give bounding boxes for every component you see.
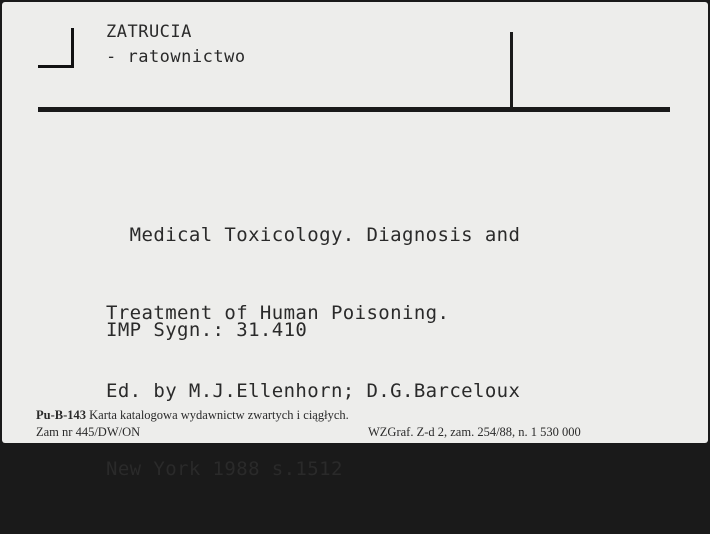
entry-line: Ed. by M.J.Ellenhorn; D.G.Barceloux <box>106 380 521 402</box>
corner-bracket-mark <box>38 28 74 68</box>
footer-line-1 <box>36 408 349 423</box>
horizontal-divider <box>38 107 670 112</box>
entry-line: Medical Toxicology. Diagnosis and <box>106 224 521 246</box>
form-title: Karta katalogowa wydawnictw zwartych i ciągłych. <box>89 408 349 422</box>
subject-heading: ZATRUCIA <box>106 22 192 42</box>
footer-order: Zam nr 445/DW/ON <box>36 425 141 439</box>
entry-line: Treatment of Human Poisoning. <box>106 302 450 324</box>
subject-heading-block <box>106 20 246 70</box>
bibliographic-entry <box>106 170 520 534</box>
entry-line: New York 1988 s.1512 <box>106 458 343 480</box>
form-code: Pu-B-143 <box>36 408 86 422</box>
call-number: IMP Sygn.: 31.410 <box>106 319 308 341</box>
catalog-card <box>2 2 708 480</box>
footer-printer: WZGraf. Z-d 2, zam. 254/88, n. 1 530 000 <box>368 425 581 439</box>
subject-subheading: - ratownictwo <box>106 47 246 67</box>
vertical-divider <box>510 32 513 112</box>
